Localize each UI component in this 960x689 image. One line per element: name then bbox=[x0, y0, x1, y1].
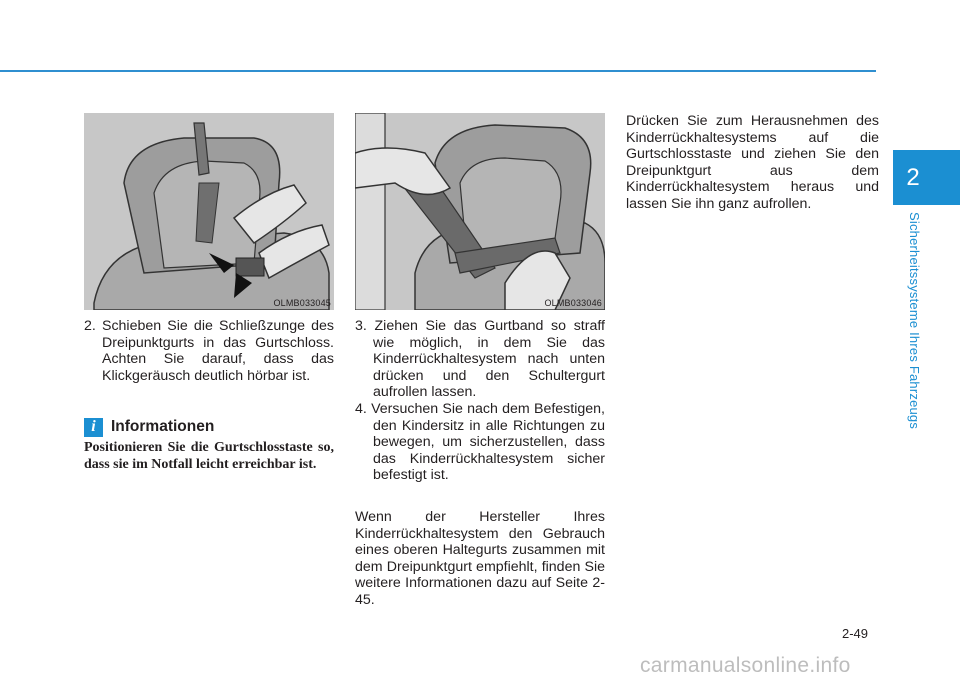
child-seat-strap-pull-illustration bbox=[355, 113, 605, 310]
step-4-text: 4. Versuchen Sie nach dem Befestigen, den Kindersitz in alle Richtungen zu bewegen, um sicherzustellen, dass das Kinderrückhaltesystem sicher befestigt ist. bbox=[355, 401, 605, 484]
info-icon: i bbox=[84, 418, 103, 437]
chapter-number: 2 bbox=[906, 163, 920, 191]
chapter-title: Sicherheitssysteme Ihres Fahrzeugs bbox=[907, 212, 922, 430]
upper-tether-paragraph: Wenn der Hersteller Ihres Kinderrückhaltesystem den Gebrauch eines oberen Haltegurts zusammen mit dem Dreipunktgurt empfiehlt, finden Sie weitere Informationen dazu auf Seite 2-45. bbox=[355, 509, 605, 608]
figure-code: OLMB033045 bbox=[273, 298, 331, 308]
child-seat-buckle-illustration bbox=[84, 113, 334, 310]
watermark: carmanualsonline.info bbox=[640, 654, 851, 677]
info-heading bbox=[84, 417, 214, 437]
removal-paragraph: Drücken Sie zum Herausnehmen des Kinderrückhaltesystems auf die Gurtschlosstaste und ziehen Sie den Dreipunktgurt aus dem Kinderrückhaltesystem heraus und lassen Sie ihn ganz aufrollen. bbox=[626, 113, 879, 212]
figure-buckle bbox=[84, 113, 334, 310]
info-title: Informationen bbox=[111, 418, 215, 435]
info-body: Positionieren Sie die Gurtschlosstaste so, dass sie im Notfall leicht erreichbar ist. bbox=[84, 440, 334, 472]
figure-code: OLMB033046 bbox=[544, 298, 602, 308]
page-number: 2-49 bbox=[842, 626, 869, 641]
figure-strap bbox=[355, 113, 605, 310]
step-2-text: 2. Schieben Sie die Schließzunge des Dreipunktgurts in das Gurtschloss. Achten Sie darauf, dass das Klickgeräusch deutlich hörbar ist. bbox=[84, 318, 334, 384]
header-rule bbox=[0, 70, 876, 72]
step-3-text: 3. Ziehen Sie das Gurtband so straff wie möglich, in dem Sie das Kinderrückhaltesystem nach unten drücken und den Schultergurt aufrollen lassen. bbox=[355, 318, 605, 401]
